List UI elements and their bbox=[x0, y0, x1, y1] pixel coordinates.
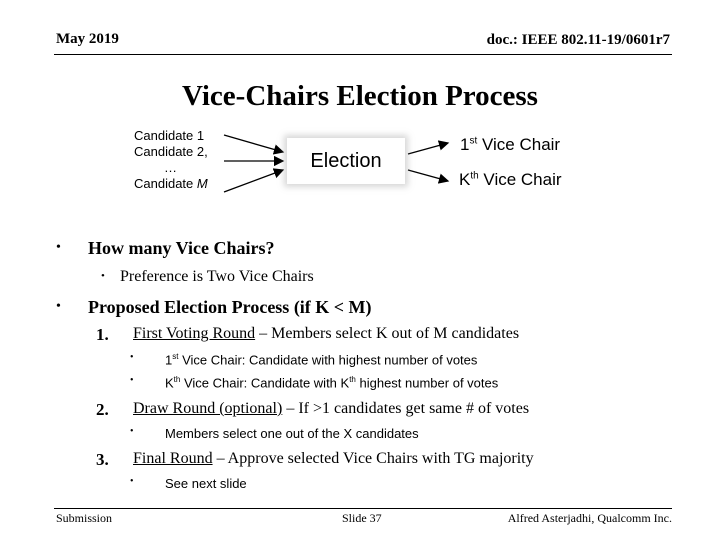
step-2-number: 2. bbox=[96, 400, 109, 419]
election-box bbox=[287, 138, 405, 184]
step-1-sub-1: 1st Vice Chair: Candidate with highest number of votes bbox=[165, 352, 478, 368]
step-3-number: 3. bbox=[96, 450, 109, 469]
bullet-dot: • bbox=[56, 299, 61, 314]
step-1-text: First Voting Round – Members select K out of M candidates bbox=[133, 325, 520, 342]
bullet-dot: • bbox=[130, 352, 134, 363]
arrow-out-1 bbox=[408, 143, 448, 154]
footer-author: Alfred Asterjadhi, Qualcomm Inc. bbox=[507, 511, 672, 525]
step-1-sub-2: $K^{th}$ Vice Chair: Candidate with $K^{th}$ highest number of votes bbox=[165, 375, 499, 391]
step-3-sub-1: See next slide bbox=[165, 476, 247, 491]
candidate-m: Candidate M bbox=[134, 176, 208, 191]
arrow-in-m bbox=[224, 170, 283, 192]
step-2-sub-1: Members select one out of the X candidates bbox=[165, 426, 419, 441]
arrow-in-1 bbox=[224, 135, 283, 152]
bullet-dot: • bbox=[56, 240, 61, 255]
step-1-number: 1. bbox=[96, 325, 109, 344]
bullet-preference: Preference is Two Vice Chairs bbox=[120, 268, 314, 285]
bullet-how-many: How many Vice Chairs? bbox=[88, 238, 275, 258]
header-doc-id: doc.: IEEE 802.11-19/0601r7 bbox=[486, 32, 670, 48]
candidate-2: Candidate 2, bbox=[134, 144, 208, 159]
footer-submission: Submission bbox=[56, 511, 113, 525]
arrow-out-k bbox=[408, 170, 448, 181]
output-kth-vice-chair: $K^{th}$ Vice Chair bbox=[459, 170, 562, 189]
candidate-ellipsis: … bbox=[164, 160, 177, 175]
candidate-1: Candidate 1 bbox=[134, 128, 205, 143]
election-label: Election bbox=[310, 149, 382, 172]
footer-slide-number: Slide 37 bbox=[342, 511, 382, 525]
step-2-text: Draw Round (optional) – If >1 candidates get same # of votes bbox=[133, 400, 530, 417]
output-first-vice-chair: 1st Vice Chair bbox=[460, 135, 561, 154]
bullet-dot: • bbox=[101, 270, 105, 282]
bullet-dot: • bbox=[130, 426, 134, 437]
bullet-dot: • bbox=[130, 476, 134, 487]
bullet-proposed: Proposed Election Process (if K < M) bbox=[88, 297, 372, 317]
slide-title: Vice-Chairs Election Process bbox=[182, 80, 538, 112]
bullet-dot: • bbox=[130, 375, 134, 386]
candidate-m-var: M bbox=[196, 176, 208, 191]
footer-rule bbox=[54, 508, 672, 509]
header-date: May 2019 bbox=[56, 31, 119, 47]
step-3-text: Final Round – Approve selected Vice Chairs with TG majority bbox=[133, 450, 534, 467]
